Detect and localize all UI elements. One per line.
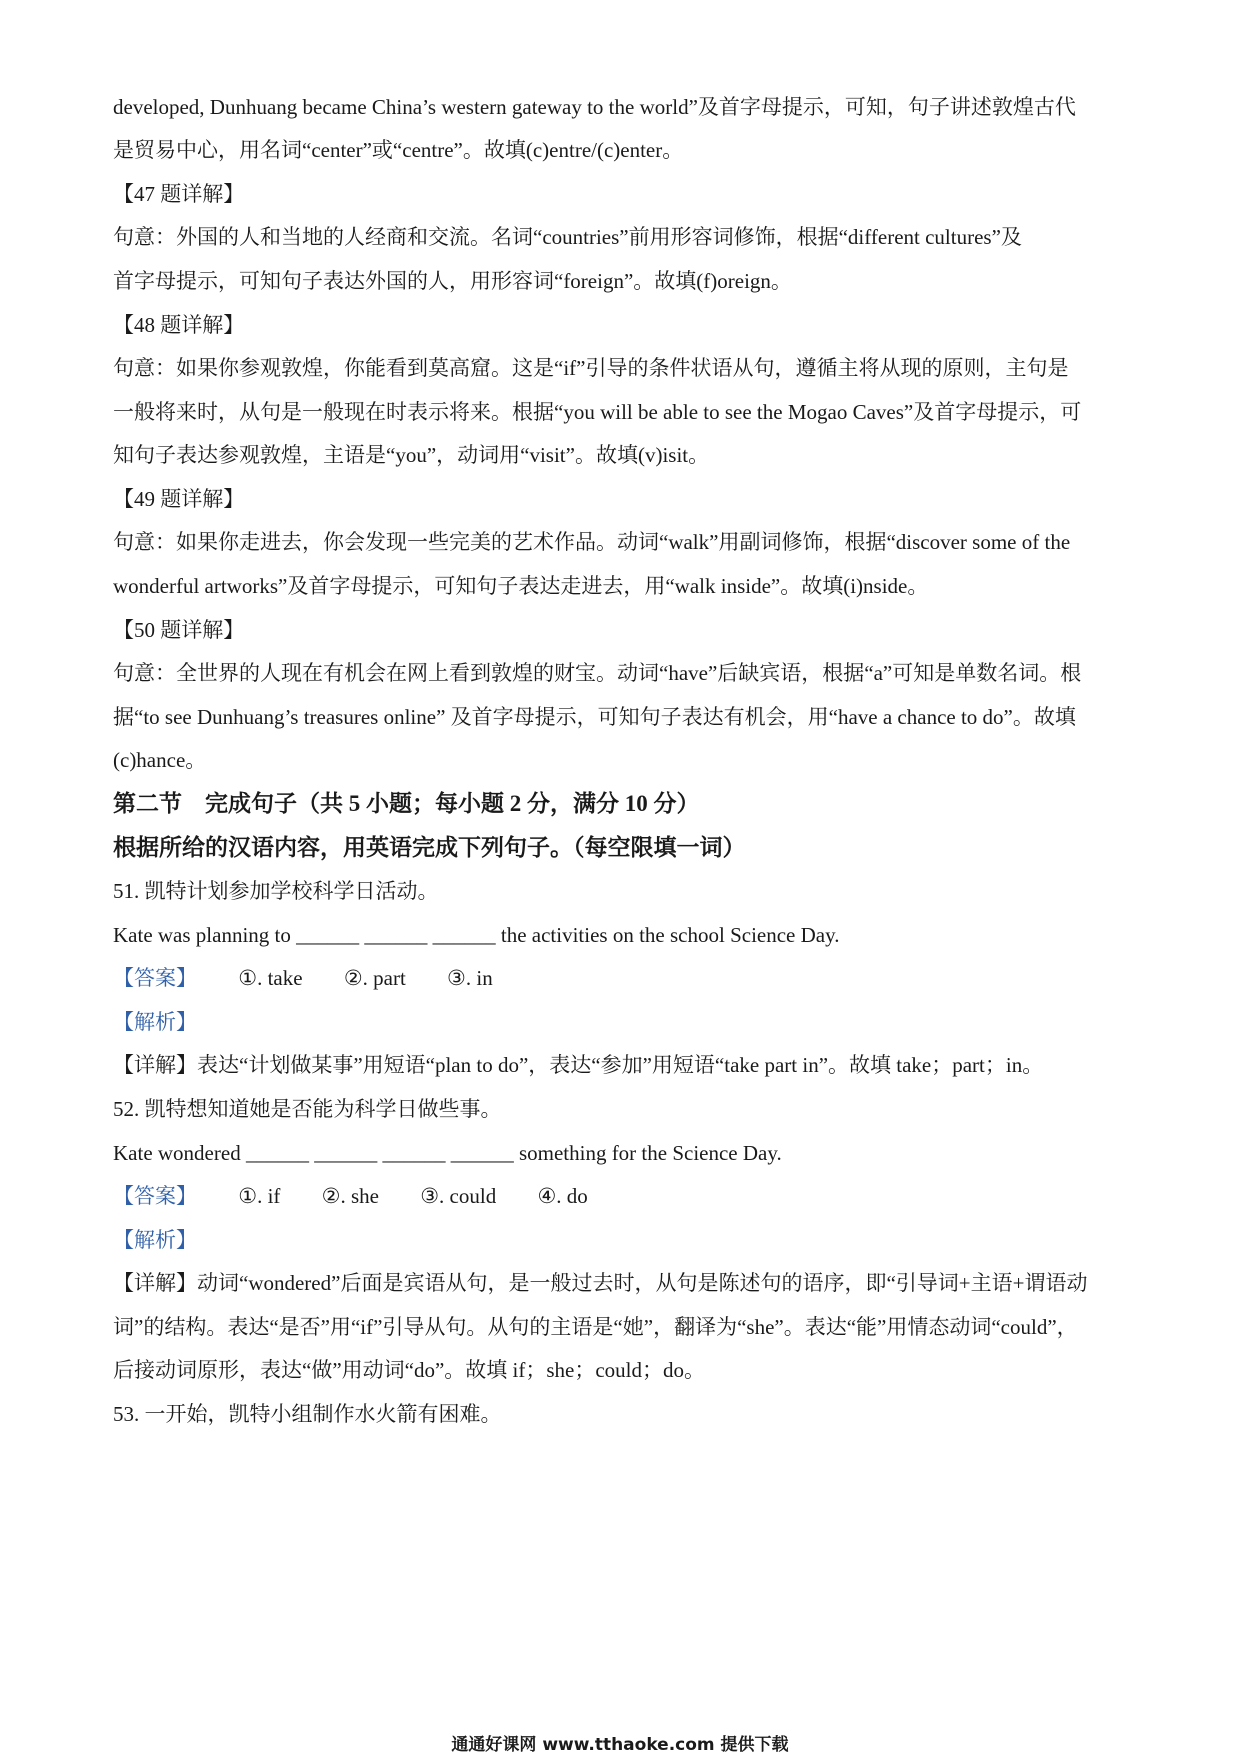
answer-item: ④. do xyxy=(537,1184,588,1208)
answer-item: ①. take xyxy=(238,966,303,990)
text-line: 后接动词原形，表达“做”用动词“do”。故填 if；she；could；do。 xyxy=(113,1358,706,1382)
detail-label: 【详解】 xyxy=(113,1053,197,1077)
question-51-explanation xyxy=(113,1050,1140,1080)
question-48-heading: 【48 题详解】 xyxy=(113,313,245,337)
question-52-answer xyxy=(113,1181,1140,1211)
question-49-heading: 【49 题详解】 xyxy=(113,487,245,511)
question-51-prompt: 51. 凯特计划参加学校科学日活动。 xyxy=(113,879,439,903)
text-line: 是贸易中心，用名词“center”或“centre”。故填(c)entre/(c)enter。 xyxy=(113,138,684,162)
answer-label: 【答案】 xyxy=(113,966,197,990)
question-52-sentence: Kate wondered ______ ______ ______ ______ something for the Science Day. xyxy=(113,1141,782,1165)
text-line: wonderful artworks”及首字母提示，可知句子表达走进去，用“walk inside”。故填(i)nside。 xyxy=(113,574,929,598)
section-instruction: 根据所给的汉语内容，用英语完成下列句子。（每空限填一词） xyxy=(113,835,746,860)
question-51-sentence: Kate was planning to ______ ______ ______ the activities on the school Science Day. xyxy=(113,923,840,947)
text-line: 句意：如果你参观敦煌，你能看到莫高窟。这是“if”引导的条件状语从句，遵循主将从现的原则，主句是 xyxy=(113,356,1069,380)
text-line: 据“to see Dunhuang’s treasures online” 及首字母提示，可知句子表达有机会，用“have a chance to do”。故填 xyxy=(113,705,1076,729)
text-line: 句意：全世界的人现在有机会在网上看到敦煌的财宝。动词“have”后缺宾语，根据“a”可知是单数名词。根 xyxy=(113,661,1082,685)
text-line: 一般将来时，从句是一般现在时表示将来。根据“you will be able to see the Mogao Caves”及首字母提示，可 xyxy=(113,400,1082,424)
analysis-label: 【解析】 xyxy=(113,1010,197,1034)
answer-item: ②. she xyxy=(321,1184,379,1208)
page-footer: 通通好课网 www.tthaoke.com 提供下载 xyxy=(451,1735,789,1755)
text-line: 句意：外国的人和当地的人经商和交流。名词“countries”前用形容词修饰，根据“different cultures”及 xyxy=(113,225,1022,249)
question-51-answer xyxy=(113,963,1140,993)
answer-label: 【答案】 xyxy=(113,1184,197,1208)
text-line: 词”的结构。表达“是否”用“if”引导从句。从句的主语是“她”，翻译为“she”。表达“能”用情态动词“could”， xyxy=(113,1315,1078,1339)
question-50-heading: 【50 题详解】 xyxy=(113,618,245,642)
text-line: (c)hance。 xyxy=(113,748,207,772)
detail-text: 动词“wondered”后面是宾语从句，是一般过去时，从句是陈述句的语序，即“引导词+主语+谓语动 xyxy=(197,1271,1088,1295)
section-heading: 第二节 完成句子（共 5 小题；每小题 2 分，满分 10 分） xyxy=(113,791,700,816)
answer-item: ②. part xyxy=(343,966,406,990)
text-line: 首字母提示，可知句子表达外国的人，用形容词“foreign”。故填(f)oreign。 xyxy=(113,269,792,293)
detail-text: 表达“计划做某事”用短语“plan to do”，表达“参加”用短语“take part in”。故填 take；part；in。 xyxy=(197,1053,1044,1077)
answer-item: ③. in xyxy=(447,966,493,990)
analysis-label: 【解析】 xyxy=(113,1228,197,1252)
text-line: 知句子表达参观敦煌，主语是“you”，动词用“visit”。故填(v)isit。 xyxy=(113,443,710,467)
text-line: developed, Dunhuang became China’s western gateway to the world”及首字母提示，可知，句子讲述敦煌古代 xyxy=(113,95,1076,119)
answer-item: ①. if xyxy=(238,1184,281,1208)
question-52-prompt: 52. 凯特想知道她是否能为科学日做些事。 xyxy=(113,1097,502,1121)
question-53-prompt: 53. 一开始，凯特小组制作水火箭有困难。 xyxy=(113,1402,502,1426)
detail-label: 【详解】 xyxy=(113,1271,197,1295)
text-line: 句意：如果你走进去，你会发现一些完美的艺术作品。动词“walk”用副词修饰，根据“discover some of the xyxy=(113,530,1071,554)
answer-item: ③. could xyxy=(420,1184,497,1208)
question-47-heading: 【47 题详解】 xyxy=(113,182,245,206)
question-52-explanation xyxy=(113,1268,1140,1298)
